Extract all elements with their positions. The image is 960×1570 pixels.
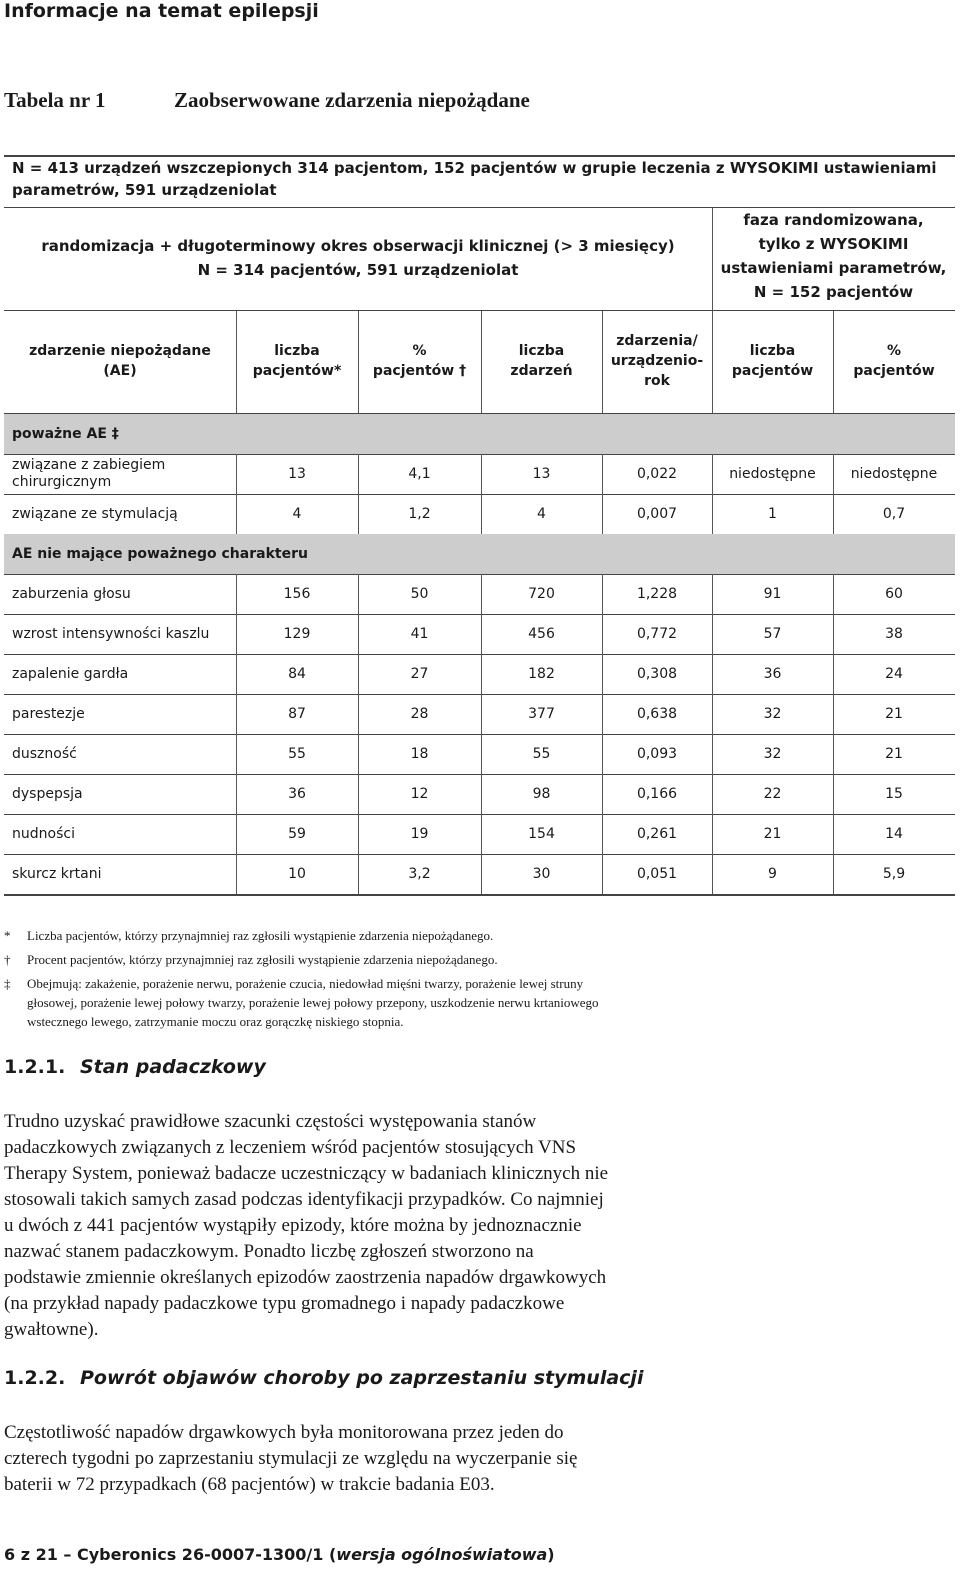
column-header: % — [886, 343, 902, 359]
table-rule — [4, 310, 955, 311]
table-cell: 32 — [763, 746, 782, 762]
footer-prefix: 6 z 21 – Cyberonics 26-0007-1300/1 ( — [4, 1545, 337, 1564]
table-cell: 0,022 — [636, 466, 678, 482]
column-divider — [712, 614, 713, 654]
column-divider — [712, 208, 713, 310]
row-label: zapalenie gardła — [12, 665, 129, 682]
table-cell: 87 — [288, 706, 306, 722]
column-divider — [481, 814, 482, 854]
column-divider — [602, 654, 603, 694]
table-cell: 18 — [410, 746, 429, 762]
table-cell: 32 — [763, 706, 782, 722]
table-cell: 50 — [410, 586, 429, 602]
column-divider — [712, 574, 713, 614]
row-label: zaburzenia głosu — [12, 585, 131, 602]
paragraph-line: (na przykład napady padaczkowe typu gromadnego i napady padaczkowe — [4, 1293, 565, 1314]
running-header: Informacje na temat epilepsji — [4, 0, 319, 22]
column-divider — [481, 854, 482, 894]
column-divider — [481, 311, 482, 413]
table-cell: 0,638 — [636, 706, 678, 722]
column-divider — [481, 774, 482, 814]
column-divider — [481, 614, 482, 654]
column-divider — [358, 734, 359, 774]
column-divider — [833, 454, 834, 494]
column-divider — [236, 814, 237, 854]
column-divider — [602, 814, 603, 854]
column-divider — [358, 614, 359, 654]
table-cell: 4 — [537, 506, 546, 522]
footnote-text: Obejmują: zakażenie, porażenie nerwu, porażenie czucia, niedowład mięśni twarzy, porażenie lewej struny — [27, 976, 584, 991]
table-cell: 27 — [410, 666, 429, 682]
column-header: zdarzeń — [510, 363, 573, 379]
table-rule — [4, 614, 955, 615]
table-rule — [4, 734, 955, 735]
column-divider — [712, 494, 713, 534]
table-cell: 720 — [528, 586, 555, 602]
column-header: zdarzenie niepożądane — [29, 343, 211, 359]
group-header-high-settings: faza randomizowana, — [743, 211, 924, 229]
column-divider — [358, 814, 359, 854]
group-header-high-settings: N = 152 pacjentów — [753, 283, 914, 301]
table-cell: 156 — [283, 586, 311, 602]
section-title: poważne AE ‡ — [12, 426, 119, 442]
table-cell: niedostępne — [729, 466, 816, 482]
table-cell: 1,228 — [636, 586, 678, 602]
paragraph-line: gwałtowne). — [4, 1319, 99, 1340]
column-divider — [236, 734, 237, 774]
column-header: (AE) — [103, 363, 137, 379]
column-divider — [712, 814, 713, 854]
column-divider — [236, 854, 237, 894]
column-divider — [602, 494, 603, 534]
table-cell: 0,772 — [636, 626, 678, 642]
column-divider — [602, 854, 603, 894]
table-cell: niedostępne — [850, 466, 938, 482]
section-number: 1.2.2. — [4, 1367, 66, 1389]
group-header-high-settings: tylko z WYSOKIMI — [758, 235, 909, 253]
table-cell: 22 — [763, 786, 782, 802]
table-rule — [4, 894, 955, 896]
table-cell: 21 — [763, 826, 782, 842]
table-cell: 456 — [528, 626, 555, 642]
table-cell: 59 — [288, 826, 306, 842]
group-header-high-settings: ustawieniami parametrów, — [720, 259, 947, 277]
column-divider — [236, 614, 237, 654]
column-divider — [481, 694, 482, 734]
table-cell: 4,1 — [408, 466, 431, 482]
column-header: urządzenio- — [610, 353, 704, 369]
section-title: AE nie mające poważnego charakteru — [12, 546, 308, 562]
table-cell: 19 — [410, 826, 429, 842]
column-divider — [236, 494, 237, 534]
table-cell: 12 — [410, 786, 429, 802]
table-rule — [4, 854, 955, 855]
column-header: rok — [644, 373, 670, 389]
row-label: chirurgicznym — [12, 474, 112, 490]
table-rule — [4, 654, 955, 655]
table-cell: 60 — [885, 586, 903, 602]
column-divider — [236, 774, 237, 814]
table-cell: 0,007 — [636, 506, 678, 522]
table-caption — [4, 88, 530, 113]
table-cell: 4 — [292, 506, 302, 522]
column-divider — [833, 734, 834, 774]
column-divider — [358, 494, 359, 534]
column-divider — [602, 454, 603, 494]
table-cell: 0,051 — [636, 866, 678, 882]
section-heading: Stan padaczkowy — [80, 1056, 266, 1078]
column-header: liczba — [518, 343, 565, 359]
paragraph-line: u dwóch z 441 pacjentów wystąpiły epizody, które można by jednoznacznie — [4, 1215, 582, 1236]
column-divider — [481, 454, 482, 494]
column-header: liczba — [274, 343, 320, 359]
column-header: pacjentów* — [252, 363, 342, 379]
table-cell: 55 — [288, 746, 306, 762]
column-divider — [481, 494, 482, 534]
paragraph-line: czterech tygodni po zaprzestaniu stymulacji ze względu na wyczerpanie się — [4, 1448, 578, 1469]
group-header-randomized-longterm: N = 314 pacjentów, 591 urządzeniolat — [197, 261, 519, 279]
table-cell: 55 — [532, 746, 551, 762]
table-rule — [4, 774, 955, 775]
table-cell: 36 — [763, 666, 782, 682]
column-divider — [481, 734, 482, 774]
table-rule — [4, 694, 955, 695]
column-divider — [358, 774, 359, 814]
table-cell: 377 — [528, 706, 555, 722]
table-cell: 13 — [288, 466, 306, 482]
footnote-mark: † — [4, 952, 11, 967]
table-cell: 1 — [768, 506, 777, 522]
table-cell: 0,166 — [636, 786, 678, 802]
paragraph-line: Therapy System, ponieważ badacze uczestniczący w badaniach klinicznych nie — [4, 1163, 609, 1184]
column-divider — [602, 734, 603, 774]
table-cell: 0,261 — [636, 826, 678, 842]
column-divider — [358, 311, 359, 413]
column-divider — [236, 311, 237, 413]
row-label: skurcz krtani — [12, 865, 102, 882]
column-divider — [712, 734, 713, 774]
paragraph-line: Trudno uzyskać prawidłowe szacunki częstości występowania stanów — [4, 1111, 537, 1132]
table-cell: 14 — [885, 826, 903, 842]
table-cell: 21 — [885, 746, 903, 762]
footnote-mark: * — [4, 928, 11, 943]
paragraph-line: podstawie zmiennie określanych epizodów zaostrzenia napadów drgawkowych — [4, 1267, 607, 1288]
table-cell: 98 — [532, 786, 551, 802]
table-cell: 28 — [410, 706, 429, 722]
column-divider — [358, 694, 359, 734]
column-divider — [833, 854, 834, 894]
column-divider — [712, 654, 713, 694]
table-cell: 9 — [768, 866, 777, 882]
column-divider — [602, 774, 603, 814]
table-rule — [4, 494, 955, 495]
column-header: pacjentów — [853, 363, 935, 379]
table-cell: 15 — [885, 786, 903, 802]
table-cell: 0,093 — [636, 746, 678, 762]
summary-line: N = 413 urządzeń wszczepionych 314 pacjentom, 152 pacjentów w grupie leczenia z WYSOKIMI ustawieniami — [12, 159, 937, 177]
section-heading: Powrót objawów choroby po zaprzestaniu stymulacji — [80, 1367, 644, 1389]
row-label: wzrost intensywności kaszlu — [12, 625, 210, 642]
table-rule — [4, 207, 955, 208]
table-cell: 0,308 — [636, 666, 678, 682]
column-divider — [358, 854, 359, 894]
table-cell: 1,2 — [408, 506, 431, 522]
column-divider — [833, 814, 834, 854]
column-divider — [236, 654, 237, 694]
column-divider — [481, 574, 482, 614]
table-number: Tabela nr 1 — [4, 88, 106, 112]
table-cell: 182 — [528, 666, 555, 682]
column-divider — [602, 694, 603, 734]
table-rule — [4, 155, 955, 157]
footer-suffix: ) — [547, 1545, 555, 1564]
column-header: pacjentów — [731, 363, 814, 379]
paragraph-line: stosowali takich samych zasad podczas identyfikacji przypadków. Co najmniej — [4, 1189, 604, 1210]
table-cell: 38 — [885, 626, 903, 642]
summary-line: parametrów, 591 urządzeniolat — [12, 181, 277, 199]
row-label: związane ze stymulacją — [12, 505, 178, 522]
column-divider — [833, 774, 834, 814]
table-cell: 154 — [528, 826, 555, 842]
table-cell: 41 — [410, 626, 429, 642]
row-label: związane z zabiegiem — [12, 457, 166, 473]
footer-italic: wersja ogólnoświatowa — [336, 1545, 548, 1564]
row-label: parestezje — [12, 705, 85, 722]
column-divider — [712, 694, 713, 734]
group-header-randomized-longterm: randomizacja + długoterminowy okres obserwacji klinicznej (> 3 miesięcy) — [41, 237, 675, 255]
footnote-text: Liczba pacjentów, którzy przynajmniej raz zgłosili wystąpienie zdarzenia niepożądanego. — [27, 928, 494, 943]
column-divider — [236, 454, 237, 494]
column-divider — [602, 311, 603, 413]
footnote-text: głosowej, porażenie lewej połowy twarzy, porażenie lewej połowy przepony, uszkodzenie nerwu krtaniowego — [27, 995, 599, 1010]
paragraph-line: padaczkowych związanych z leczeniem wśród pacjentów stosujących VNS — [4, 1137, 577, 1158]
footnote-text: Procent pacjentów, którzy przynajmniej raz zgłosili wystąpienie zdarzenia niepożądanego. — [27, 952, 498, 967]
table-cell: 5,9 — [882, 866, 906, 882]
paragraph-line: baterii w 72 przypadkach (68 pacjentów) w trakcie badania E03. — [4, 1474, 495, 1495]
column-divider — [712, 311, 713, 413]
table-cell: 57 — [763, 626, 782, 642]
section-band — [4, 414, 955, 454]
column-divider — [712, 454, 713, 494]
column-divider — [712, 774, 713, 814]
table-rule — [4, 814, 955, 815]
column-divider — [358, 654, 359, 694]
column-divider — [236, 694, 237, 734]
column-divider — [712, 854, 713, 894]
column-divider — [358, 574, 359, 614]
column-divider — [358, 454, 359, 494]
table-cell: 36 — [288, 786, 306, 802]
table-cell: 30 — [532, 866, 551, 882]
row-label: nudności — [12, 825, 75, 842]
column-divider — [481, 654, 482, 694]
table-cell: 10 — [288, 866, 306, 882]
table-cell: 13 — [532, 466, 551, 482]
table-cell: 0,7 — [882, 506, 906, 522]
table-cell: 129 — [283, 626, 311, 642]
column-header: zdarzenia/ — [616, 333, 698, 349]
column-header: liczba — [749, 343, 796, 359]
table-title: Zaobserwowane zdarzenia niepożądane — [174, 88, 530, 112]
paragraph-line: nazwać stanem padaczkowym. Ponadto liczbę zgłoszeń stworzono na — [4, 1241, 534, 1262]
table-cell: 91 — [763, 586, 782, 602]
table-rule — [4, 574, 955, 575]
column-divider — [236, 574, 237, 614]
table-rule — [4, 454, 955, 455]
table-cell: 21 — [885, 706, 903, 722]
column-divider — [602, 614, 603, 654]
column-divider — [833, 494, 834, 534]
row-label: duszność — [12, 745, 77, 762]
section-number: 1.2.1. — [4, 1056, 66, 1078]
column-divider — [833, 574, 834, 614]
page-footer — [4, 1545, 555, 1564]
column-header: % — [412, 343, 427, 359]
paragraph-line: Częstotliwość napadów drgawkowych była monitorowana przez jeden do — [4, 1422, 564, 1443]
column-divider — [602, 574, 603, 614]
table-cell: 84 — [288, 666, 306, 682]
column-divider — [833, 654, 834, 694]
column-header: pacjentów † — [372, 363, 467, 379]
table-cell: 24 — [885, 666, 903, 682]
column-divider — [833, 694, 834, 734]
column-divider — [833, 311, 834, 413]
column-divider — [833, 614, 834, 654]
table-cell: 3,2 — [408, 866, 431, 882]
footnote-mark: ‡ — [4, 976, 11, 991]
row-label: dyspepsja — [12, 785, 83, 802]
footnote-text: wstecznego lewego, zatrzymanie moczu oraz gorączkę niskiego stopnia. — [27, 1014, 404, 1029]
